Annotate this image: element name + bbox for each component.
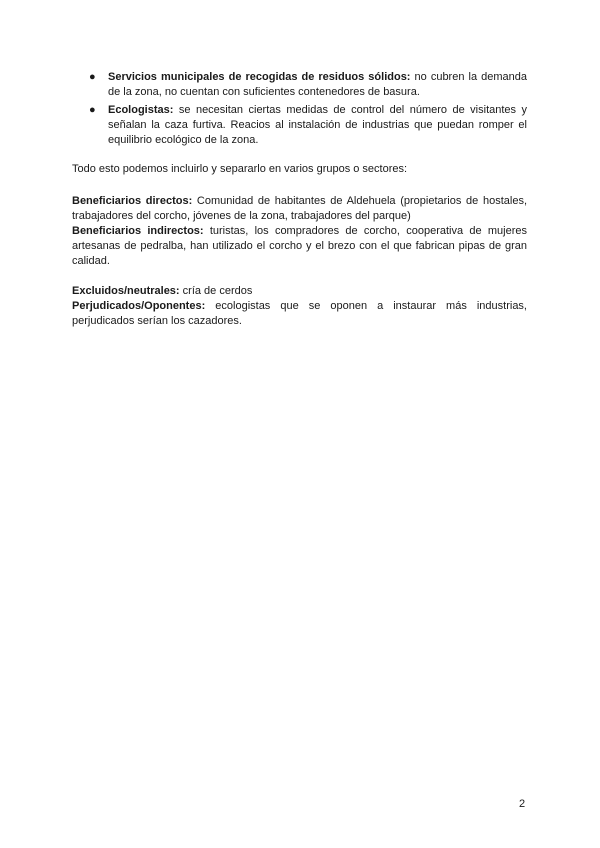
bullet-term: Servicios municipales de recogidas de residuos sólidos: <box>108 71 411 83</box>
group-text: ecologistas que se oponen a instaurar más industrias, perjudicados serían los cazadores. <box>72 300 527 327</box>
group-beneficiarios-directos <box>72 194 527 224</box>
group-perjudicados-oponentes <box>72 299 527 329</box>
bullet-term: Ecologistas: <box>108 104 174 116</box>
bullet-list <box>72 70 527 148</box>
group-term: Excluidos/neutrales: <box>72 285 180 297</box>
intro-paragraph: Todo esto podemos incluirlo y separarlo en varios grupos o sectores: <box>72 163 408 175</box>
bullet-item <box>72 103 527 148</box>
group-beneficiarios-indirectos <box>72 224 527 269</box>
document-body <box>72 70 527 329</box>
group-text: cría de cerdos <box>179 285 253 297</box>
group-excluidos-neutrales <box>72 284 527 299</box>
group-term: Beneficiarios indirectos: <box>72 225 204 237</box>
group-term: Perjudicados/Oponentes: <box>72 300 206 312</box>
group-term: Beneficiarios directos: <box>72 195 193 207</box>
bullet-text: se necesitan ciertas medidas de control del número de visitantes y señalan la caza furtiva. Reacios al instalación de industrias que puedan romper el equilibrio ecológico de la zona. <box>108 104 527 146</box>
bullet-dot-icon: ● <box>89 71 96 83</box>
bullet-item <box>72 70 527 100</box>
group-text: Comunidad de habitantes de Aldehuela (propietarios de hostales, trabajadores del corcho, jóvenes de la zona, trabajadores del parque) <box>72 195 527 222</box>
group-text: turistas, los compradores de corcho, cooperativa de mujeres artesanas de pedralba, han utilizado el corcho y el brezo con el que fabrican pipas de gran calidad. <box>72 225 527 267</box>
bullet-dot-icon: ● <box>89 104 96 116</box>
page-number: 2 <box>519 798 526 810</box>
bullet-text: no cubren la demanda de la zona, no cuentan con suficientes contenedores de basura. <box>108 71 527 98</box>
